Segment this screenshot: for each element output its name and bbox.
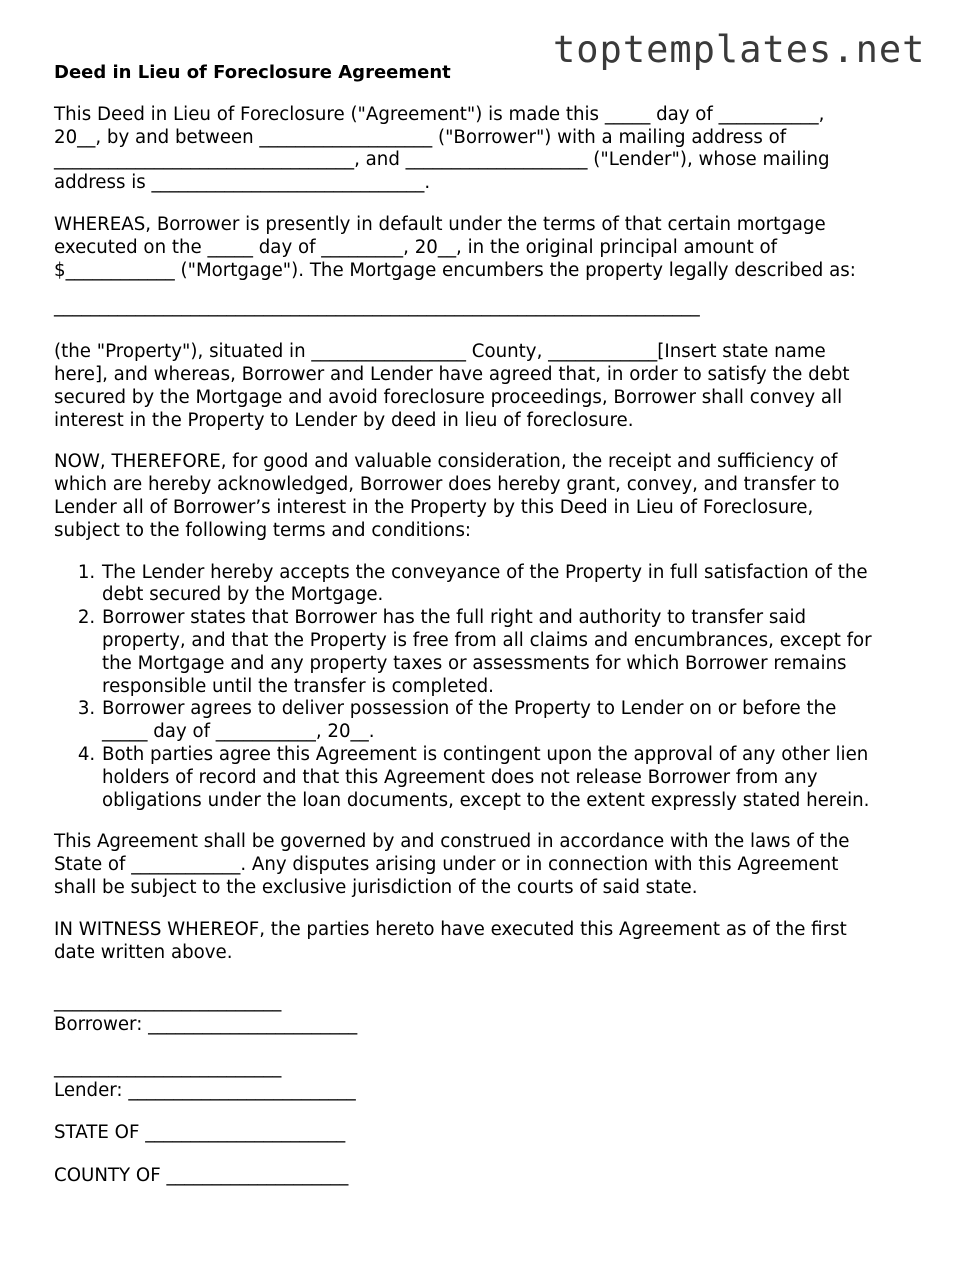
borrower-name-field: Borrower: _______________________ — [54, 1014, 358, 1036]
governing-line: This Agreement shall be governed by and construed in accordance with the laws of the — [54, 831, 850, 853]
property-line: here], and whereas, Borrower and Lender have agreed that, in order to satisfy the debt — [54, 363, 850, 385]
whereas-line: WHEREAS, Borrower is presently in default under the terms of that certain mortgage — [54, 213, 826, 235]
witness-line: IN WITNESS WHEREOF, the parties hereto have executed this Agreement as of the first — [54, 918, 847, 940]
intro-paragraph — [54, 104, 934, 195]
now-therefore-line: which are hereby acknowledged, Borrower does hereby grant, convey, and transfer to — [54, 474, 840, 496]
property-line: secured by the Mortgage and avoid foreclosure proceedings, Borrower shall convey all — [54, 386, 843, 408]
lender-name-field: Lender: _________________________ — [54, 1079, 356, 1101]
term-item: 2. Borrower states that Borrower has the full right and authority to transfer said property, and that the Property is free from all claims and encumbrances, except for the Mortgage and any property taxes or assessments for which Borrower remains responsible until the transfer is completed. — [101, 607, 934, 698]
property-line: interest in the Property to Lender by deed in lieu of foreclosure. — [54, 409, 634, 431]
signature-block — [54, 991, 934, 1188]
borrower-signature-line: _________________________ — [54, 991, 282, 1013]
witness-paragraph — [54, 919, 934, 965]
property-paragraph — [54, 341, 934, 432]
state-of-field: STATE OF ______________________ — [54, 1122, 346, 1144]
governing-line: shall be subject to the exclusive jurisdiction of the courts of said state. — [54, 876, 698, 898]
intro-line: 20__, by and between ___________________ ("Borrower") with a mailing address of — [54, 126, 787, 148]
property-line: (the "Property"), situated in _________________ County, ____________[Insert state name — [54, 341, 826, 363]
document-body — [54, 62, 934, 1188]
governing-law-paragraph — [54, 831, 934, 899]
watermark-logo: toptemplates.net — [553, 28, 926, 71]
intro-line: _________________________________, and ____________________ ("Lender"), whose mailing — [54, 149, 830, 171]
property-description-blank: _______________________________________________________________________ — [54, 296, 700, 318]
witness-line: date written above. — [54, 941, 233, 963]
term-item: 3. Borrower agrees to deliver possession of the Property to Lender on or before the _____ day of ___________, 20__. — [101, 698, 934, 744]
term-item: 4. Both parties agree this Agreement is contingent upon the approval of any other lien holders of record and that this Agreement does not release Borrower from any obligations under the loan documents, except to the extent expressly stated herein. — [101, 744, 934, 812]
whereas-line: executed on the _____ day of _________, 20__, in the original principal amount of — [54, 236, 778, 258]
terms-list — [54, 562, 934, 813]
term-item: 1. The Lender hereby accepts the conveyance of the Property in full satisfaction of the debt secured by the Mortgage. — [101, 562, 934, 608]
now-therefore-paragraph — [54, 451, 934, 542]
county-of-field: COUNTY OF ____________________ — [54, 1165, 349, 1187]
document-title: Deed in Lieu of Foreclosure Agreement — [54, 62, 451, 83]
lender-signature-line: _________________________ — [54, 1056, 282, 1078]
whereas-paragraph — [54, 214, 934, 282]
intro-line: This Deed in Lieu of Foreclosure ("Agreement") is made this _____ day of ___________, — [54, 103, 825, 125]
governing-line: State of ____________. Any disputes arising under or in connection with this Agreement — [54, 854, 839, 876]
whereas-line: $____________ ("Mortgage"). The Mortgage encumbers the property legally described as: — [54, 259, 856, 281]
now-therefore-line: subject to the following terms and conditions: — [54, 519, 472, 541]
now-therefore-line: NOW, THEREFORE, for good and valuable consideration, the receipt and sufficiency of — [54, 451, 838, 473]
intro-line: address is ______________________________. — [54, 172, 431, 194]
now-therefore-line: Lender all of Borrower’s interest in the Property by this Deed in Lieu of Foreclosure, — [54, 496, 814, 518]
